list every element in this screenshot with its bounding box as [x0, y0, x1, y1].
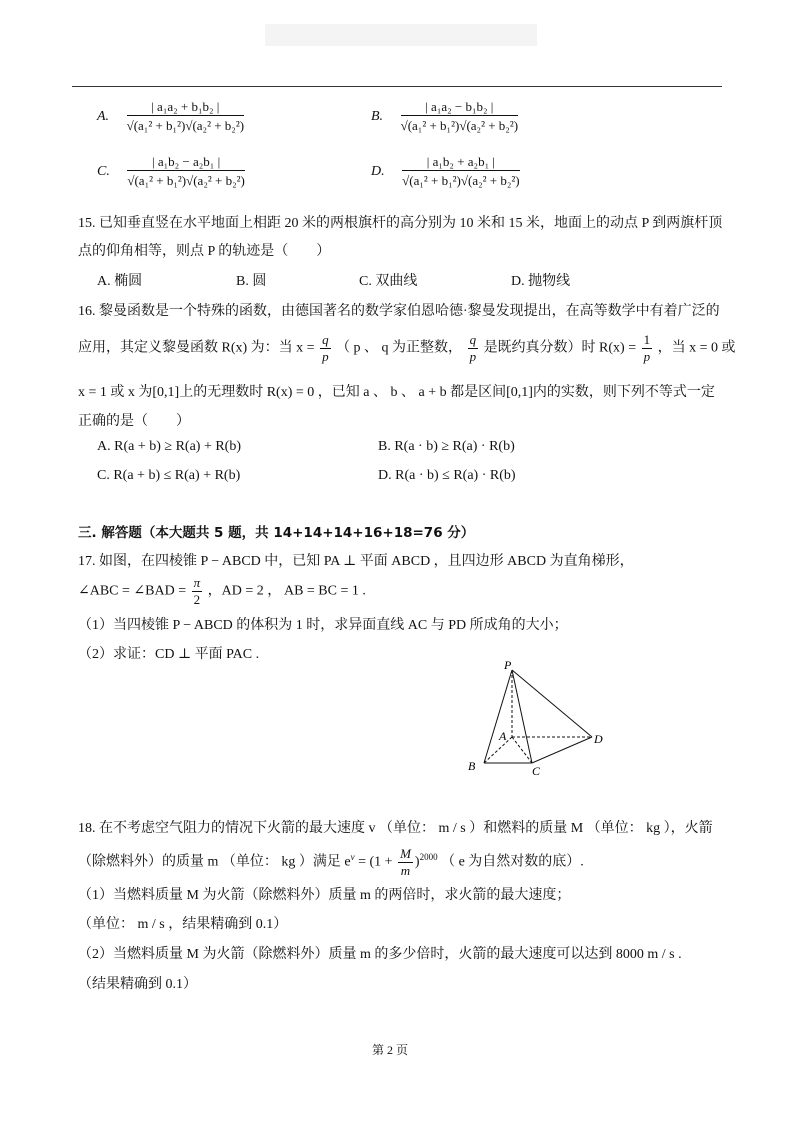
section-heading: 三. 解答题（本大题共 5 题，共 14+14+14+16+18=76 分） — [78, 525, 475, 541]
q15-option-d[interactable]: D. 抛物线 — [511, 274, 571, 289]
label-D: D — [594, 732, 603, 746]
q15-stem-line1: 15. 已知垂直竖在水平地面上相距 20 米的两根旗杆的高分别为 10 米和 15 米，地面上的动点 P 到两旗杆顶 — [78, 216, 723, 231]
label-C: C — [532, 764, 541, 778]
q17-stem-line2: ∠ABC = ∠BAD = $\frac{\pi}{2}$ ，AD = 2 ， AB = BC = 1 . — [78, 575, 366, 607]
q16-stem-line2: 应用，其定义黎曼函数 R(x) 为：当 x = $\frac{q}{p}$ （ p 、 q 为正整数， $\frac{q}{p}$ 是既约真分数）时 R(x) = $\frac{1}{p}$ ，当 x = 0 或 — [78, 332, 736, 364]
page-footer: 第 2 页 — [372, 1043, 409, 1057]
q15-option-c[interactable]: C. 双曲线 — [359, 274, 418, 289]
q18-stem-line1: 18. 在不考虑空气阻力的情况下火箭的最大速度 v （单位： m / s ）和燃料的质量 M （单位： kg ），火箭 — [78, 821, 713, 836]
q18-stem-line2: （除燃料外）的质量 m （单位： kg ）满足 $e^v = (1$ + $\frac{M}{m}$ )$^{2000}$ （ e 为自然对数的底）. — [78, 846, 584, 878]
header-rule — [72, 86, 722, 87]
q15-option-a[interactable]: A. 椭圆 — [97, 274, 143, 289]
q16-option-b[interactable]: B. R(a · b) ≥ R(a) · R(b) — [378, 439, 515, 454]
q15-stem-line2: 点的仰角相等，则点 P 的轨迹是（ ） — [78, 244, 331, 259]
q16-stem-line4: 正确的是（ ） — [78, 414, 190, 429]
q14-option-a-fraction: $\frac{\text{| a₁a₂ + b₁b₂ |}}{\text{√(a₁² + b₁²)√(a₂² + b₂²)}}$ — [126, 99, 245, 133]
q14-option-a[interactable]: A. $\frac{\text{| a₁a₂ + b₁b₂ |}}{\text{√(a₁² + b₁²)√(a₂² + b₂²)}}$ — [97, 98, 246, 136]
q18-part2-note: （结果精确到 0.1） — [78, 977, 197, 992]
header-bar — [265, 24, 537, 46]
q16-option-a[interactable]: A. R(a + b) ≥ R(a) + R(b) — [97, 439, 241, 454]
label-P: P — [504, 658, 512, 672]
edge-PB — [484, 670, 512, 763]
q17-stem-line1: 17. 如图，在四棱锥 P − ABCD 中，已知 PA ⊥ 平面 ABCD ，且四边形 ABCD 为直角梯形， — [78, 554, 634, 569]
q16-fraction-1-over-p: $\frac{1}{p}$ — [643, 332, 651, 364]
q14-option-c-fraction: $\frac{\text{| a₁b₂ − a₂b₁ |}}{\text{√(a₁² + b₁²)√(a₂² + b₂²)}}$ — [127, 154, 245, 188]
q16-stem-line1: 16. 黎曼函数是一个特殊的函数，由德国著名的数学家伯恩哈德·黎曼发现提出，在高等数学中有着广泛的 — [78, 304, 720, 319]
label-B: B — [468, 759, 476, 773]
q18-part1-note: （单位： m / s ，结果精确到 0.1） — [78, 917, 288, 932]
q16-option-d[interactable]: D. R(a · b) ≤ R(a) · R(b) — [378, 468, 516, 483]
q16-fraction-q-over-p: $\frac{q}{p}$ — [322, 332, 329, 364]
edge-CD — [532, 737, 592, 763]
q17-part1: （1）当四棱锥 P − ABCD 的体积为 1 时，求异面直线 AC 与 PD 所成角的大小； — [78, 618, 568, 633]
pyramid-figure — [460, 655, 620, 780]
q18-part1: （1）当燃料质量 M 为火箭（除燃料外）质量 m 的两倍时，求火箭的最大速度； — [78, 888, 571, 903]
q18-fraction-M-over-m: $\frac{M}{m}$ — [400, 846, 411, 878]
q14-option-d[interactable]: D. $\frac{\text{| a₁b₂ + a₂b₁ |}}{\text{√(a₁² + b₁²)√(a₂² + b₂²)}}$ — [371, 153, 522, 191]
q17-part2: （2）求证：CD ⊥ 平面 PAC . — [78, 647, 260, 662]
q15-option-b[interactable]: B. 圆 — [236, 274, 267, 289]
q16-option-c[interactable]: C. R(a + b) ≤ R(a) + R(b) — [97, 468, 241, 483]
q14-option-c[interactable]: C. $\frac{\text{| a₁b₂ − a₂b₁ |}}{\text{√(a₁² + b₁²)√(a₂² + b₂²)}}$ — [97, 153, 247, 191]
q16-stem-line3: x = 1 或 x 为[0,1]上的无理数时 R(x) = 0 ，已知 a 、 b 、 a + b 都是区间[0,1]内的实数，则下列不等式一定 — [78, 385, 715, 400]
label-A: A — [499, 729, 507, 743]
q14-option-d-fraction: $\frac{\text{| a₁b₂ + a₂b₁ |}}{\text{√(a₁² + b₁²)√(a₂² + b₂²)}}$ — [402, 154, 520, 188]
q18-part2: （2）当燃料质量 M 为火箭（除燃料外）质量 m 的多少倍时，火箭的最大速度可以达到 8000 m / s . — [78, 947, 682, 962]
q16-fraction-q-over-p-2: $\frac{q}{p}$ — [469, 332, 477, 364]
q14-option-b-fraction: $\frac{\text{| a₁a₂ − b₁b₂ |}}{\text{√(a₁² + b₁²)√(a₂² + b₂²)}}$ — [400, 99, 519, 133]
q14-option-b[interactable]: B. $\frac{\text{| a₁a₂ − b₁b₂ |}}{\text{√(a₁² + b₁²)√(a₂² + b₂²)}}$ — [371, 98, 520, 136]
q17-fraction-pi-over-2: $\frac{\pi}{2}$ — [193, 575, 201, 607]
